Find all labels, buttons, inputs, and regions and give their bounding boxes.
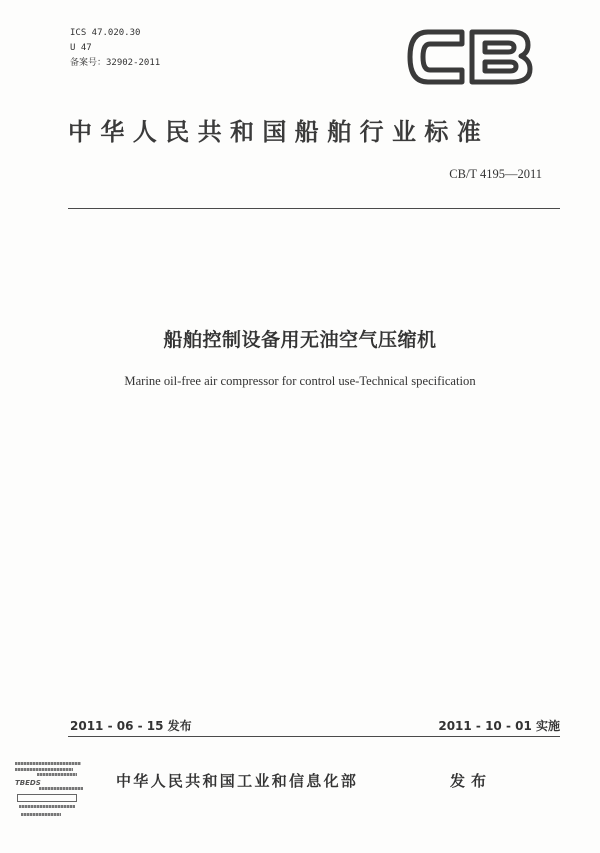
stamp-line — [21, 813, 61, 816]
cb-logo-letter-b — [472, 32, 530, 82]
organization-title: 中华人民共和国船舶行业标准 — [68, 118, 490, 146]
stamp-line — [15, 762, 81, 765]
top-divider — [68, 208, 560, 209]
stamp-line — [39, 787, 83, 790]
document-title-en: Marine oil-free air compressor for control use-Technical specification — [124, 374, 476, 388]
publisher-stamp — [15, 762, 87, 820]
standard-code: CB/T 4195—2011 — [449, 167, 542, 181]
cb-logo-text: CB — [404, 11, 427, 30]
ics-code: ICS 47.020.30 — [70, 28, 141, 38]
publisher-name: 中华人民共和国工业和信息化部 — [116, 772, 359, 790]
publish-label: 发布 — [450, 772, 493, 790]
issue-date: 2011 - 06 - 15 发布 — [70, 719, 192, 733]
stamp-line — [19, 805, 75, 808]
bottom-divider — [68, 736, 560, 737]
cb-logo-letter-c — [410, 32, 462, 82]
document-title-zh: 船舶控制设备用无油空气压缩机 — [163, 329, 437, 351]
classification-code: U 47 — [70, 43, 92, 53]
stamp-mark: TBEDS — [15, 779, 41, 787]
implementation-date: 2011 - 10 - 01 实施 — [438, 719, 560, 733]
filing-number: 备案号：32902-2011 — [70, 58, 161, 68]
stamp-line — [15, 768, 73, 771]
stamp-line — [37, 773, 77, 776]
cb-logo — [404, 11, 534, 88]
header-metadata — [70, 26, 160, 71]
stamp-box — [17, 794, 77, 802]
